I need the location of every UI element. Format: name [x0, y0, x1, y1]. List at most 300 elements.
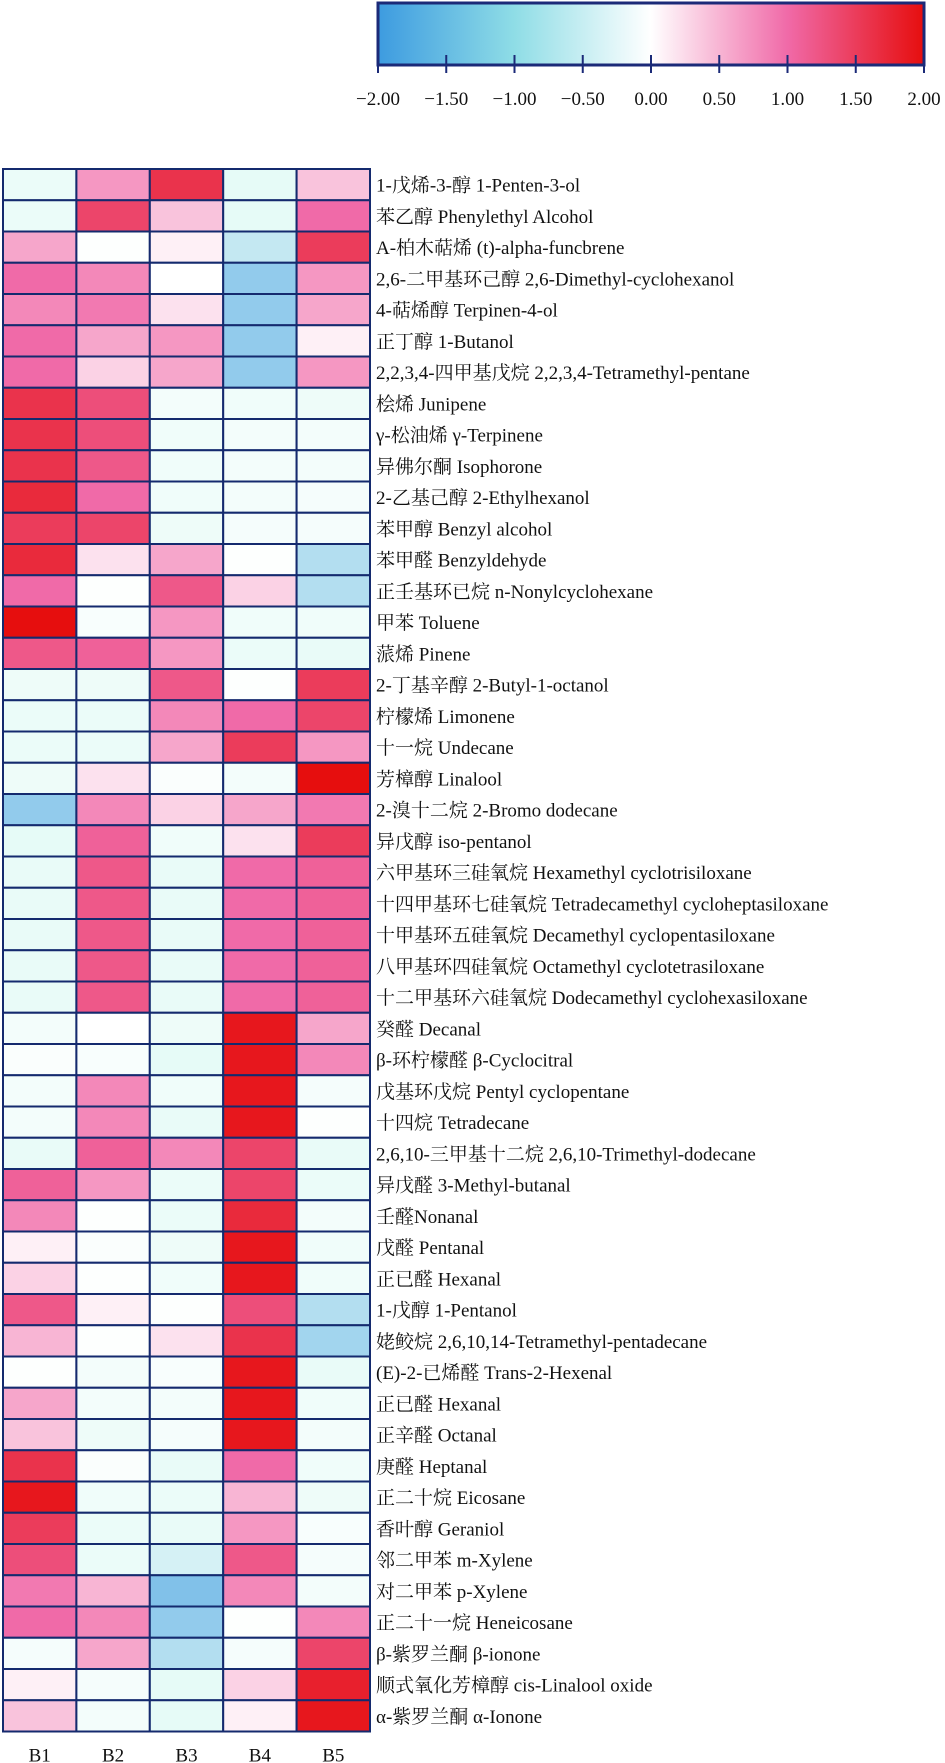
heatmap-cell: [3, 169, 76, 200]
heatmap-cell: [76, 888, 149, 919]
heatmap-cell: [76, 1669, 149, 1700]
heatmap-cell: [76, 294, 149, 325]
heatmap-cell: [76, 1232, 149, 1263]
heatmap-cell: [223, 950, 296, 981]
heatmap-cell: [3, 325, 76, 356]
heatmap-cell: [297, 1638, 370, 1669]
heatmap-cell: [150, 1263, 223, 1294]
row-label: 正二十烷 Eicosane: [376, 1488, 526, 1510]
heatmap-cell: [3, 1700, 76, 1731]
heatmap-cell: [150, 232, 223, 263]
heatmap-cell: [150, 607, 223, 638]
heatmap-cell: [297, 763, 370, 794]
heatmap-cell: [76, 513, 149, 544]
heatmap-cell: [297, 919, 370, 950]
heatmap-cell: [3, 1263, 76, 1294]
row-label: 2,6-二甲基环己醇 2,6-Dimethyl-cyclohexanol: [376, 269, 735, 291]
heatmap-cell: [150, 450, 223, 481]
heatmap-cell: [223, 294, 296, 325]
heatmap-cell: [3, 1607, 76, 1638]
heatmap-cell: [297, 1544, 370, 1575]
heatmap-cell: [223, 388, 296, 419]
row-label: 苯乙醇 Phenylethyl Alcohol: [376, 206, 594, 228]
heatmap-cell: [76, 1325, 149, 1356]
heatmap-cell: [76, 1419, 149, 1450]
heatmap-cell: [297, 1013, 370, 1044]
heatmap-cell: [223, 169, 296, 200]
heatmap-cell: [223, 232, 296, 263]
heatmap-cell: [297, 357, 370, 388]
heatmap-cell: [150, 169, 223, 200]
heatmap-cell: [223, 357, 296, 388]
heatmap-cell: [223, 1013, 296, 1044]
heatmap-cell: [150, 1388, 223, 1419]
heatmap-cell: [223, 1325, 296, 1356]
heatmap-cell: [223, 857, 296, 888]
heatmap-cell: [150, 1294, 223, 1325]
heatmap-cell: [150, 1075, 223, 1106]
row-label: 庚醛 Heptanal: [376, 1456, 488, 1478]
heatmap-cell: [3, 732, 76, 763]
heatmap-cell: [297, 1075, 370, 1106]
colorbar-tick-label: −1.50: [424, 89, 469, 110]
heatmap-cell: [150, 1357, 223, 1388]
heatmap-cell: [3, 1419, 76, 1450]
heatmap-cell: [150, 513, 223, 544]
heatmap-cell: [3, 982, 76, 1013]
heatmap-cell: [297, 638, 370, 669]
heatmap-cell: [3, 1513, 76, 1544]
heatmap-cell: [3, 1638, 76, 1669]
heatmap-cell: [223, 1200, 296, 1231]
heatmap-cell: [223, 263, 296, 294]
heatmap-cell: [76, 857, 149, 888]
row-label: 2-溴十二烷 2-Bromo dodecane: [376, 800, 618, 822]
row-label: 异戊醇 iso-pentanol: [376, 831, 532, 853]
heatmap-cell: [76, 1044, 149, 1075]
heatmap-cell: [3, 1075, 76, 1106]
row-label: 4-萜烯醇 Terpinen-4-ol: [376, 300, 558, 322]
heatmap-cell: [3, 638, 76, 669]
heatmap-cell: [297, 1700, 370, 1731]
heatmap-cell: [3, 1013, 76, 1044]
heatmap-cell: [223, 482, 296, 513]
heatmap-cell: [297, 1169, 370, 1200]
heatmap-cell: [223, 919, 296, 950]
row-label: 戊醛 Pentanal: [376, 1238, 485, 1260]
heatmap-cell: [150, 1325, 223, 1356]
row-label: 正已醛 Hexanal: [376, 1394, 502, 1416]
row-labels: [375, 175, 828, 1728]
heatmap-cell: [297, 232, 370, 263]
heatmap-cell: [297, 1669, 370, 1700]
row-label: 十四甲基环七硅氧烷 Tetradecamethyl cycloheptasiloxane: [376, 894, 829, 916]
heatmap-cell: [150, 419, 223, 450]
row-label: 香叶醇 Geraniol: [376, 1519, 505, 1541]
heatmap-cell: [3, 607, 76, 638]
heatmap-cell: [297, 1357, 370, 1388]
heatmap-cell: [76, 732, 149, 763]
row-label: 苯甲醛 Benzyldehyde: [376, 550, 547, 572]
row-label: 顺式氧化芳樟醇 cis-Linalool oxide: [376, 1675, 653, 1697]
heatmap-cell: [76, 1169, 149, 1200]
heatmap-cell: [76, 1075, 149, 1106]
heatmap-cell: [150, 950, 223, 981]
heatmap-cell: [150, 482, 223, 513]
heatmap-cell: [150, 982, 223, 1013]
heatmap-cell: [3, 919, 76, 950]
heatmap-cell: [3, 1200, 76, 1231]
heatmap-cell: [223, 732, 296, 763]
colorbar-tick-label: −2.00: [356, 89, 400, 110]
heatmap-cell: [76, 1544, 149, 1575]
heatmap-cell: [3, 1232, 76, 1263]
row-label: 十一烷 Undecane: [376, 738, 514, 760]
row-label: β-环柠檬醛 β-Cyclocitral: [376, 1050, 574, 1072]
column-label: B5: [322, 1745, 345, 1763]
heatmap-cell: [223, 1669, 296, 1700]
row-label: 2,2,3,4-四甲基戊烷 2,2,3,4-Tetramethyl-pentane: [376, 363, 750, 385]
heatmap-cell: [76, 1138, 149, 1169]
heatmap-cell: [150, 888, 223, 919]
heatmap-cell: [223, 1263, 296, 1294]
row-label: 十二甲基环六硅氧烷 Dodecamethyl cyclohexasiloxane: [376, 988, 808, 1010]
heatmap-cell: [76, 232, 149, 263]
row-label: 1-戊醇 1-Pentanol: [376, 1300, 517, 1322]
row-label: 1-戊烯-3-醇 1-Penten-3-ol: [376, 175, 581, 197]
heatmap-cell: [76, 200, 149, 231]
heatmap-cell: [223, 419, 296, 450]
heatmap-cell: [76, 388, 149, 419]
heatmap-cell: [223, 669, 296, 700]
heatmap-cell: [223, 1075, 296, 1106]
heatmap-cell: [150, 1044, 223, 1075]
heatmap-cell: [150, 1200, 223, 1231]
row-label: 正二十一烷 Heneicosane: [376, 1613, 573, 1635]
heatmap-cell: [223, 1044, 296, 1075]
heatmap-cell: [223, 1419, 296, 1450]
heatmap-cell: [297, 263, 370, 294]
row-label: 十四烷 Tetradecane: [376, 1113, 530, 1135]
heatmap-cell: [150, 1544, 223, 1575]
heatmap-cells: [3, 169, 370, 1732]
heatmap-cell: [223, 513, 296, 544]
row-label: 2-乙基己醇 2-Ethylhexanol: [376, 488, 590, 510]
row-label: 2-丁基辛醇 2-Butyl-1-octanol: [376, 675, 609, 697]
row-label: α-紫罗兰酮 α-Ionone: [376, 1706, 543, 1728]
heatmap-cell: [3, 1044, 76, 1075]
heatmap-cell: [297, 482, 370, 513]
heatmap-cell: [223, 1513, 296, 1544]
heatmap-cell: [223, 700, 296, 731]
heatmap-cell: [3, 450, 76, 481]
heatmap-cell: [3, 1388, 76, 1419]
heatmap-cell: [150, 1575, 223, 1606]
heatmap-cell: [76, 1575, 149, 1606]
heatmap-cell: [297, 450, 370, 481]
colorbar-tick-label: 1.00: [770, 89, 805, 110]
colorbar-tick-label: −1.00: [492, 89, 537, 110]
row-label: 正丁醇 1-Butanol: [376, 331, 514, 353]
heatmap-cell: [223, 1357, 296, 1388]
column-label: B1: [28, 1745, 51, 1763]
heatmap-cell: [150, 200, 223, 231]
heatmap-cell: [297, 513, 370, 544]
heatmap-cell: [223, 763, 296, 794]
colorbar-tick-label: 2.00: [907, 89, 941, 110]
heatmap-cell: [150, 263, 223, 294]
heatmap-cell: [3, 388, 76, 419]
heatmap-cell: [150, 325, 223, 356]
heatmap-cell: [150, 544, 223, 575]
heatmap-cell: [297, 388, 370, 419]
heatmap-cell: [76, 575, 149, 606]
heatmap-cell: [150, 919, 223, 950]
heatmap-cell: [150, 1232, 223, 1263]
heatmap-cell: [76, 1200, 149, 1231]
heatmap-cell: [3, 888, 76, 919]
row-label: 2,6,10-三甲基十二烷 2,6,10-Trimethyl-dodecane: [376, 1144, 756, 1166]
heatmap-cell: [76, 1013, 149, 1044]
heatmap-cell: [76, 825, 149, 856]
heatmap-cell: [297, 732, 370, 763]
row-label: 芳樟醇 Linalool: [376, 769, 503, 791]
row-label: 邻二甲苯 m-Xylene: [376, 1550, 533, 1572]
heatmap-cell: [223, 1450, 296, 1481]
heatmap-cell: [3, 544, 76, 575]
row-label: 蒎烯 Pinene: [376, 644, 471, 666]
row-label: 八甲基环四硅氧烷 Octamethyl cyclotetrasiloxane: [376, 956, 765, 978]
heatmap-cell: [297, 169, 370, 200]
heatmap-cell: [223, 1575, 296, 1606]
heatmap-cell: [76, 607, 149, 638]
row-label: A-柏木萜烯 (t)-alpha-funcbrene: [376, 238, 625, 260]
heatmap-cell: [297, 1107, 370, 1138]
colorbar-tick-label: 0.50: [702, 89, 736, 110]
heatmap-cell: [223, 1638, 296, 1669]
heatmap-cell: [76, 1450, 149, 1481]
heatmap-cell: [297, 1450, 370, 1481]
heatmap-cell: [150, 857, 223, 888]
heatmap-cell: [297, 325, 370, 356]
heatmap-cell: [297, 1513, 370, 1544]
heatmap-cell: [223, 1107, 296, 1138]
heatmap-cell: [223, 575, 296, 606]
heatmap-cell: [150, 1513, 223, 1544]
column-label: B4: [248, 1745, 271, 1763]
heatmap-cell: [3, 700, 76, 731]
heatmap-cell: [223, 1294, 296, 1325]
heatmap-cell: [297, 1419, 370, 1450]
heatmap-cell: [3, 1169, 76, 1200]
row-label: 癸醛 Decanal: [376, 1019, 481, 1041]
column-labels: [29, 1746, 345, 1763]
row-label: 正壬基环已烷 n-Nonylcyclohexane: [376, 581, 654, 603]
heatmap-cell: [3, 357, 76, 388]
heatmap-cell: [76, 950, 149, 981]
heatmap-cell: [297, 544, 370, 575]
heatmap-cell: [223, 1700, 296, 1731]
heatmap-cell: [3, 950, 76, 981]
row-label: (E)-2-已烯醛 Trans-2-Hexenal: [376, 1363, 613, 1385]
heatmap-cell: [76, 357, 149, 388]
heatmap-cell: [76, 919, 149, 950]
column-label: B2: [102, 1745, 125, 1763]
row-label: γ-松油烯 γ-Terpinene: [376, 425, 543, 447]
row-label: 甲苯 Toluene: [376, 613, 480, 635]
heatmap-cell: [76, 544, 149, 575]
heatmap-cell: [3, 1575, 76, 1606]
heatmap-cell: [3, 1450, 76, 1481]
heatmap-cell: [297, 982, 370, 1013]
heatmap-cell: [223, 1388, 296, 1419]
heatmap-cell: [150, 1700, 223, 1731]
heatmap-cell: [150, 1450, 223, 1481]
heatmap-cell: [223, 450, 296, 481]
heatmap-cell: [3, 669, 76, 700]
colorbar-tick-label: 0.00: [634, 89, 668, 110]
row-label: 十甲基环五硅氧烷 Decamethyl cyclopentasiloxane: [376, 925, 775, 947]
heatmap-cell: [76, 482, 149, 513]
heatmap-cell: [223, 1138, 296, 1169]
heatmap-cell: [297, 1044, 370, 1075]
heatmap-cell: [76, 982, 149, 1013]
heatmap-cell: [223, 1607, 296, 1638]
heatmap-cell: [150, 825, 223, 856]
colorbar: [356, 3, 941, 110]
heatmap-cell: [150, 638, 223, 669]
column-label: B3: [175, 1745, 198, 1763]
heatmap-cell: [3, 857, 76, 888]
heatmap-cell: [3, 1325, 76, 1356]
heatmap-cell: [297, 669, 370, 700]
heatmap-cell: [150, 1482, 223, 1513]
row-label: β-紫罗兰酮 β-ionone: [376, 1644, 541, 1666]
heatmap-cell: [150, 1169, 223, 1200]
heatmap-cell: [297, 200, 370, 231]
heatmap-cell: [297, 857, 370, 888]
heatmap-cell: [297, 825, 370, 856]
heatmap-cell: [150, 763, 223, 794]
heatmap-cell: [297, 419, 370, 450]
heatmap-cell: [76, 1607, 149, 1638]
heatmap-cell: [223, 825, 296, 856]
heatmap-cell: [150, 575, 223, 606]
heatmap-cell: [150, 357, 223, 388]
heatmap-cell: [297, 1263, 370, 1294]
heatmap-cell: [3, 263, 76, 294]
colorbar-tick-label: 1.50: [839, 89, 873, 110]
heatmap-cell: [223, 1169, 296, 1200]
heatmap-cell: [3, 794, 76, 825]
heatmap-cell: [297, 1200, 370, 1231]
heatmap-cell: [76, 763, 149, 794]
row-label: 壬醛Nonanal: [376, 1206, 479, 1228]
heatmap-cell: [76, 1700, 149, 1731]
heatmap-cell: [297, 1607, 370, 1638]
heatmap-cell: [223, 325, 296, 356]
heatmap-cell: [150, 1607, 223, 1638]
heatmap-cell: [76, 1263, 149, 1294]
heatmap-cell: [223, 544, 296, 575]
heatmap-cell: [76, 450, 149, 481]
heatmap-cell: [150, 1669, 223, 1700]
heatmap-cell: [76, 169, 149, 200]
heatmap-cell: [76, 1107, 149, 1138]
heatmap-cell: [223, 200, 296, 231]
row-label: 正辛醛 Octanal: [376, 1425, 497, 1447]
heatmap-cell: [297, 575, 370, 606]
heatmap-cell: [76, 1294, 149, 1325]
heatmap-cell: [3, 1107, 76, 1138]
heatmap-cell: [76, 1513, 149, 1544]
heatmap-cell: [3, 1544, 76, 1575]
row-label: 对二甲苯 p-Xylene: [376, 1581, 528, 1603]
heatmap-cell: [150, 669, 223, 700]
heatmap-cell: [3, 294, 76, 325]
heatmap-cell: [3, 575, 76, 606]
heatmap-cell: [150, 732, 223, 763]
row-label: 戊基环戊烷 Pentyl cyclopentane: [376, 1081, 630, 1103]
heatmap-cell: [3, 1482, 76, 1513]
heatmap-cell: [3, 419, 76, 450]
row-label: 正已醛 Hexanal: [376, 1269, 502, 1291]
heatmap-cell: [76, 1638, 149, 1669]
heatmap-cell: [150, 794, 223, 825]
heatmap-cell: [150, 1107, 223, 1138]
heatmap-cell: [3, 482, 76, 513]
heatmap-cell: [223, 1482, 296, 1513]
row-label: 桧烯 Junipene: [376, 394, 487, 416]
heatmap-cell: [76, 700, 149, 731]
heatmap-cell: [150, 1013, 223, 1044]
heatmap-cell: [223, 794, 296, 825]
heatmap-cell: [76, 325, 149, 356]
heatmap-cell: [76, 263, 149, 294]
heatmap-cell: [76, 1482, 149, 1513]
heatmap-cell: [3, 1294, 76, 1325]
row-label: 六甲基环三硅氧烷 Hexamethyl cyclotrisiloxane: [376, 863, 752, 885]
colorbar-tick-label: −0.50: [560, 89, 605, 110]
heatmap-cell: [76, 669, 149, 700]
heatmap-cell: [3, 825, 76, 856]
heatmap-cell: [3, 200, 76, 231]
heatmap-cell: [297, 294, 370, 325]
heatmap-cell: [3, 513, 76, 544]
heatmap-cell: [223, 982, 296, 1013]
heatmap-cell: [297, 888, 370, 919]
heatmap-cell: [76, 419, 149, 450]
heatmap-cell: [3, 1138, 76, 1169]
heatmap-cell: [76, 794, 149, 825]
heatmap-cell: [297, 607, 370, 638]
row-label: 苯甲醇 Benzyl alcohol: [376, 519, 553, 541]
heatmap-cell: [150, 388, 223, 419]
row-label: 姥鲛烷 2,6,10,14-Tetramethyl-pentadecane: [376, 1331, 708, 1353]
heatmap-cell: [297, 1294, 370, 1325]
heatmap-cell: [223, 638, 296, 669]
heatmap-cell: [297, 1138, 370, 1169]
heatmap-cell: [297, 1325, 370, 1356]
heatmap-cell: [76, 1388, 149, 1419]
heatmap-cell: [150, 1638, 223, 1669]
heatmap-cell: [297, 1232, 370, 1263]
row-label: 柠檬烯 Limonene: [376, 706, 515, 728]
heatmap-cell: [3, 1669, 76, 1700]
heatmap-cell: [297, 700, 370, 731]
heatmap-cell: [223, 607, 296, 638]
heatmap-cell: [297, 1388, 370, 1419]
